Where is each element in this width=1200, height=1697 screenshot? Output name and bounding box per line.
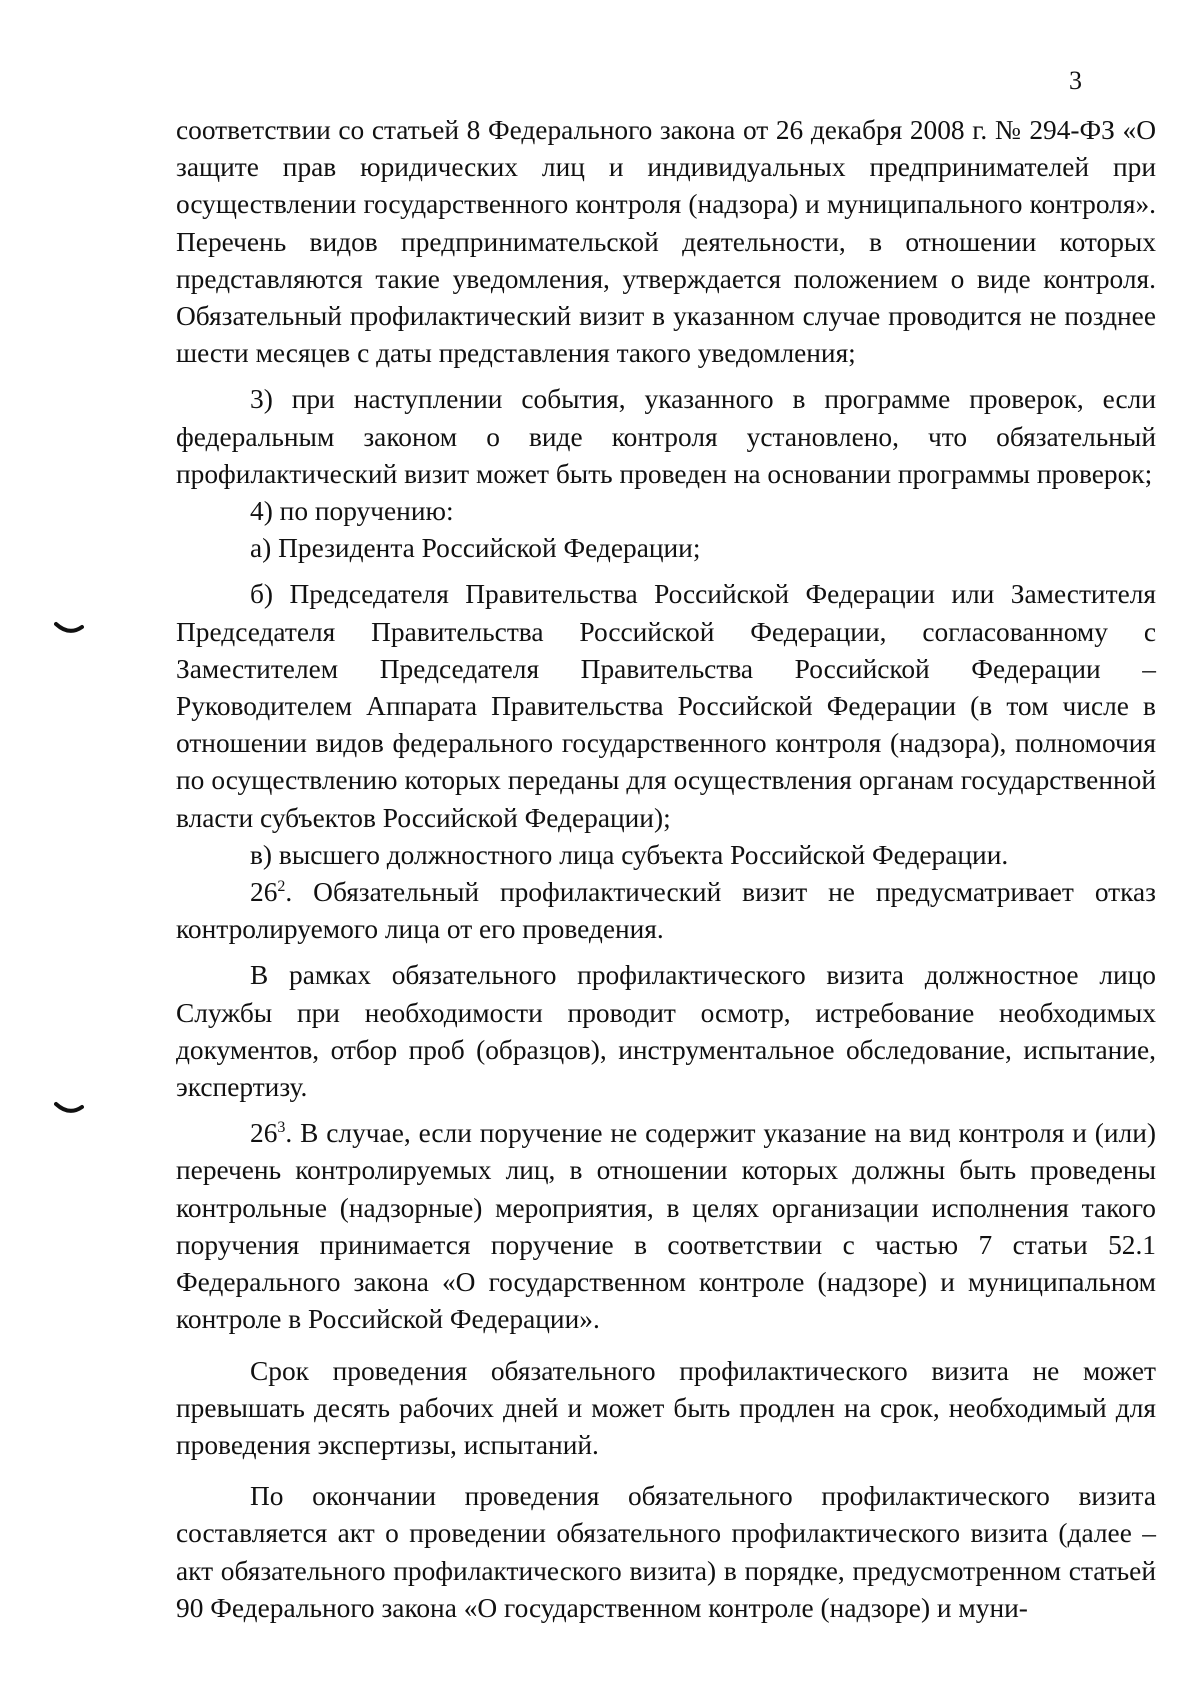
paragraph-visit-act: По окончании проведения обязательного профилактического визита составляется акт о проведении обязательного профилактического визита (далее – акт обязательного профилактического визита) в порядке, предусмотренном статьей 90 Федерального закона «О государственном контроле (надзоре) и муни- [176, 1481, 1156, 1623]
document-body [176, 112, 1156, 1627]
paragraph-visit-duration: Срок проведения обязательного профилактического визита не может превышать десять рабочих дней и может быть продлен на срок, необходимый для проведения экспертизы, испытаний. [176, 1355, 1156, 1460]
clause-number: 26 [250, 877, 278, 908]
binder-hole-mark-icon [54, 1100, 84, 1116]
paragraph-item-3: 3) при наступлении события, указанного в программе проверок, если федеральным законом о виде контроля установлено, что обязательный профилактический визит может быть проведен на основании программы проверок; [176, 384, 1156, 489]
paragraph-inspection-scope: В рамках обязательного профилактического визита должностное лицо Службы при необходимости проводит осмотр, истребование необходимых документов, отбор проб (образцов), инструментальное обследование, испытание, экспертизу. [176, 960, 1156, 1103]
paragraph-item-4b: б) Председателя Правительства Российской Федерации или Заместителя Председателя Правительства Российской Федерации, согласованному с Заместителем Председателя Правительства Российской Федерации – Руководителем Аппарата Правительства Российской Федерации (в том числе в отношении видов федерального государственного контроля (надзора), полномочия по осуществлению которых переданы для осуществления органам государственной власти субъектов Российской Федерации); [176, 579, 1156, 833]
clause-text: . В случае, если поручение не содержит указание на вид контроля и (или) перечень контролируемых лиц, в отношении которых должны быть проведены контрольные (надзорные) мероприятия, в целях организации исполнения такого поручения принимается поручение в соответствии с частью 7 статьи 52.1 Федерального закона «О государственном контроле (надзоре) и муниципальном контроле в Российской Федерации». [176, 1118, 1156, 1335]
page-number: 3 [1069, 66, 1082, 95]
paragraph-item-4c: в) высшего должностного лица субъекта Российской Федерации. [250, 839, 1009, 870]
paragraph-item-4: 4) по поручению: [250, 496, 454, 527]
binder-hole-mark-icon [54, 620, 84, 636]
clause-superscript: 3 [277, 1119, 286, 1137]
paragraph-item-4a: а) Президента Российской Федерации; [250, 533, 701, 564]
paragraph-clause-26-3 [176, 1115, 1156, 1338]
paragraph-clause-26-2 [176, 874, 1156, 948]
clause-number: 26 [250, 1118, 278, 1149]
paragraph-continuation: соответствии со статьей 8 Федерального закона от 26 декабря 2008 г. № 294-ФЗ «О защите прав юридических лиц и индивидуальных предпринимателей при осуществлении государственного контроля (надзора) и муниципального контроля». Перечень видов предпринимательской деятельности, в отношении которых представляются такие уведомления, утверждается положением о виде контроля. Обязательный профилактический визит в указанном случае проводится не позднее шести месяцев с даты представления такого уведомления; [176, 115, 1156, 369]
clause-text: . Обязательный профилактический визит не предусматривает отказ контролируемого лица от его проведения. [176, 877, 1156, 945]
clause-superscript: 2 [277, 877, 286, 895]
